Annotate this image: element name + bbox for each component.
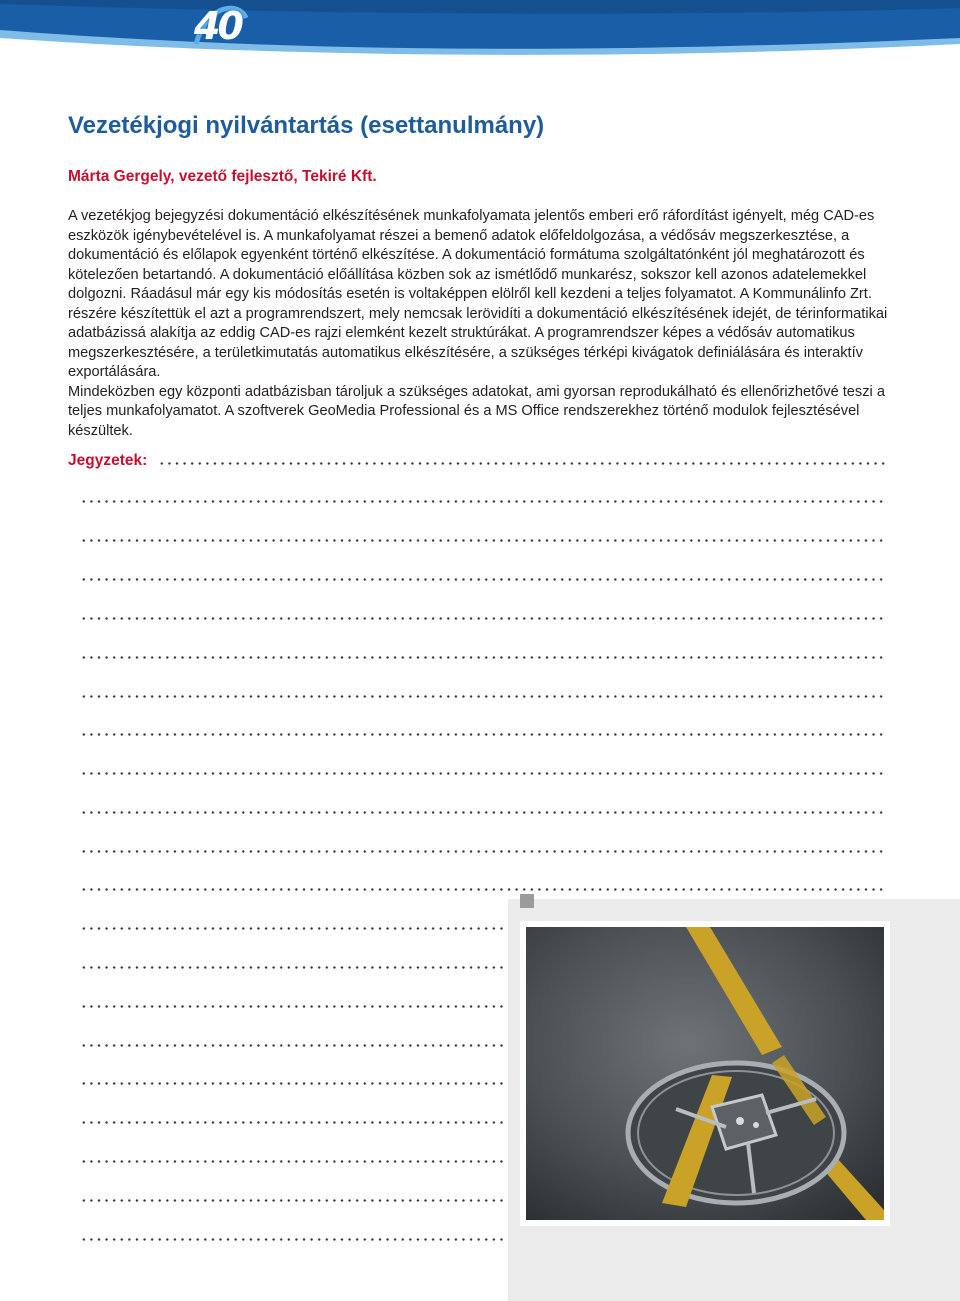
notes-line — [80, 578, 886, 581]
notes-line — [80, 695, 886, 698]
notes-line — [80, 1160, 506, 1163]
article-author: Márta Gergely, vezető fejlesztő, Tekiré Kft. — [68, 168, 377, 185]
notes-line — [80, 811, 886, 814]
notes-line — [80, 617, 886, 620]
notes-line — [80, 733, 886, 736]
article-body — [68, 207, 896, 441]
body-paragraph: A vezetékjog bejegyzési dokumentáció elkészítésének munkafolyamata jelentős emberi erő ráfordítást igényelt, még CAD-es eszközök igénybevételével is. A munkafolyamat részei a bemenő adatok előfeldolgozása, a védősáv megszerkesztése, a dokumentáció és előlapok egyenként történő elkészítése. A dokumentáció formátuma szolgáltatónként jól meghatározott és kötelezően betartandó. A dokumentáció előállítása közben sok az ismétlődő munkarész, sokszor kell azonos adatelemekkel dolgozni. Ráadásul már egy kis módosítás esetén is voltaképpen elölről kell kezdeni a teljes folyamatot. A Kommunálinfo Zrt. részére készítettük el azt a programrendszert, mely nemcsak lerövidíti a dokumentáció elkészítésének idejét, de térinformatikai adatbázissá alakítja az eddig CAD-es rajzi elemként kezelt struktúrákat. A programrendszer képes a védősáv automatikus megszerkesztésére, a területkimutatás automatikus elkészítésére, a szükséges térképi kivágatok definiálására és interaktív exportálására. — [68, 208, 888, 380]
notes-label: Jegyzetek: — [68, 452, 148, 469]
notes-line — [80, 1044, 506, 1047]
notes-line — [80, 500, 886, 503]
header-band — [0, 0, 960, 70]
notes-line — [80, 1005, 506, 1008]
notes-line — [158, 462, 886, 465]
body-paragraph: Mindeközben egy központi adatbázisban tároljuk a szükséges adatokat, ami gyorsan reprodukálható és ellenőrizhetővé teszi a teljes munkafolyamatot. A szoftverek GeoMedia Professional és a MS Office rendszerekhez történő modulok fejlesztésével készültek. — [68, 383, 885, 439]
notes-line — [80, 850, 886, 853]
notes-line — [80, 656, 886, 659]
notes-line — [80, 1199, 506, 1202]
article-title: Vezetékjogi nyilvántartás (esettanulmány) — [68, 112, 545, 139]
notes-line — [80, 539, 886, 542]
manhole-photo — [526, 927, 884, 1220]
decorative-square — [520, 894, 534, 908]
notes-line — [80, 1238, 506, 1241]
notes-line — [80, 927, 506, 930]
notes-line — [80, 772, 886, 775]
header-wave-graphic — [0, 0, 960, 70]
page-number: 40 — [194, 4, 241, 48]
notes-line — [80, 1082, 506, 1085]
notes-line — [80, 966, 506, 969]
notes-line — [80, 1121, 506, 1124]
notes-line — [80, 888, 886, 891]
